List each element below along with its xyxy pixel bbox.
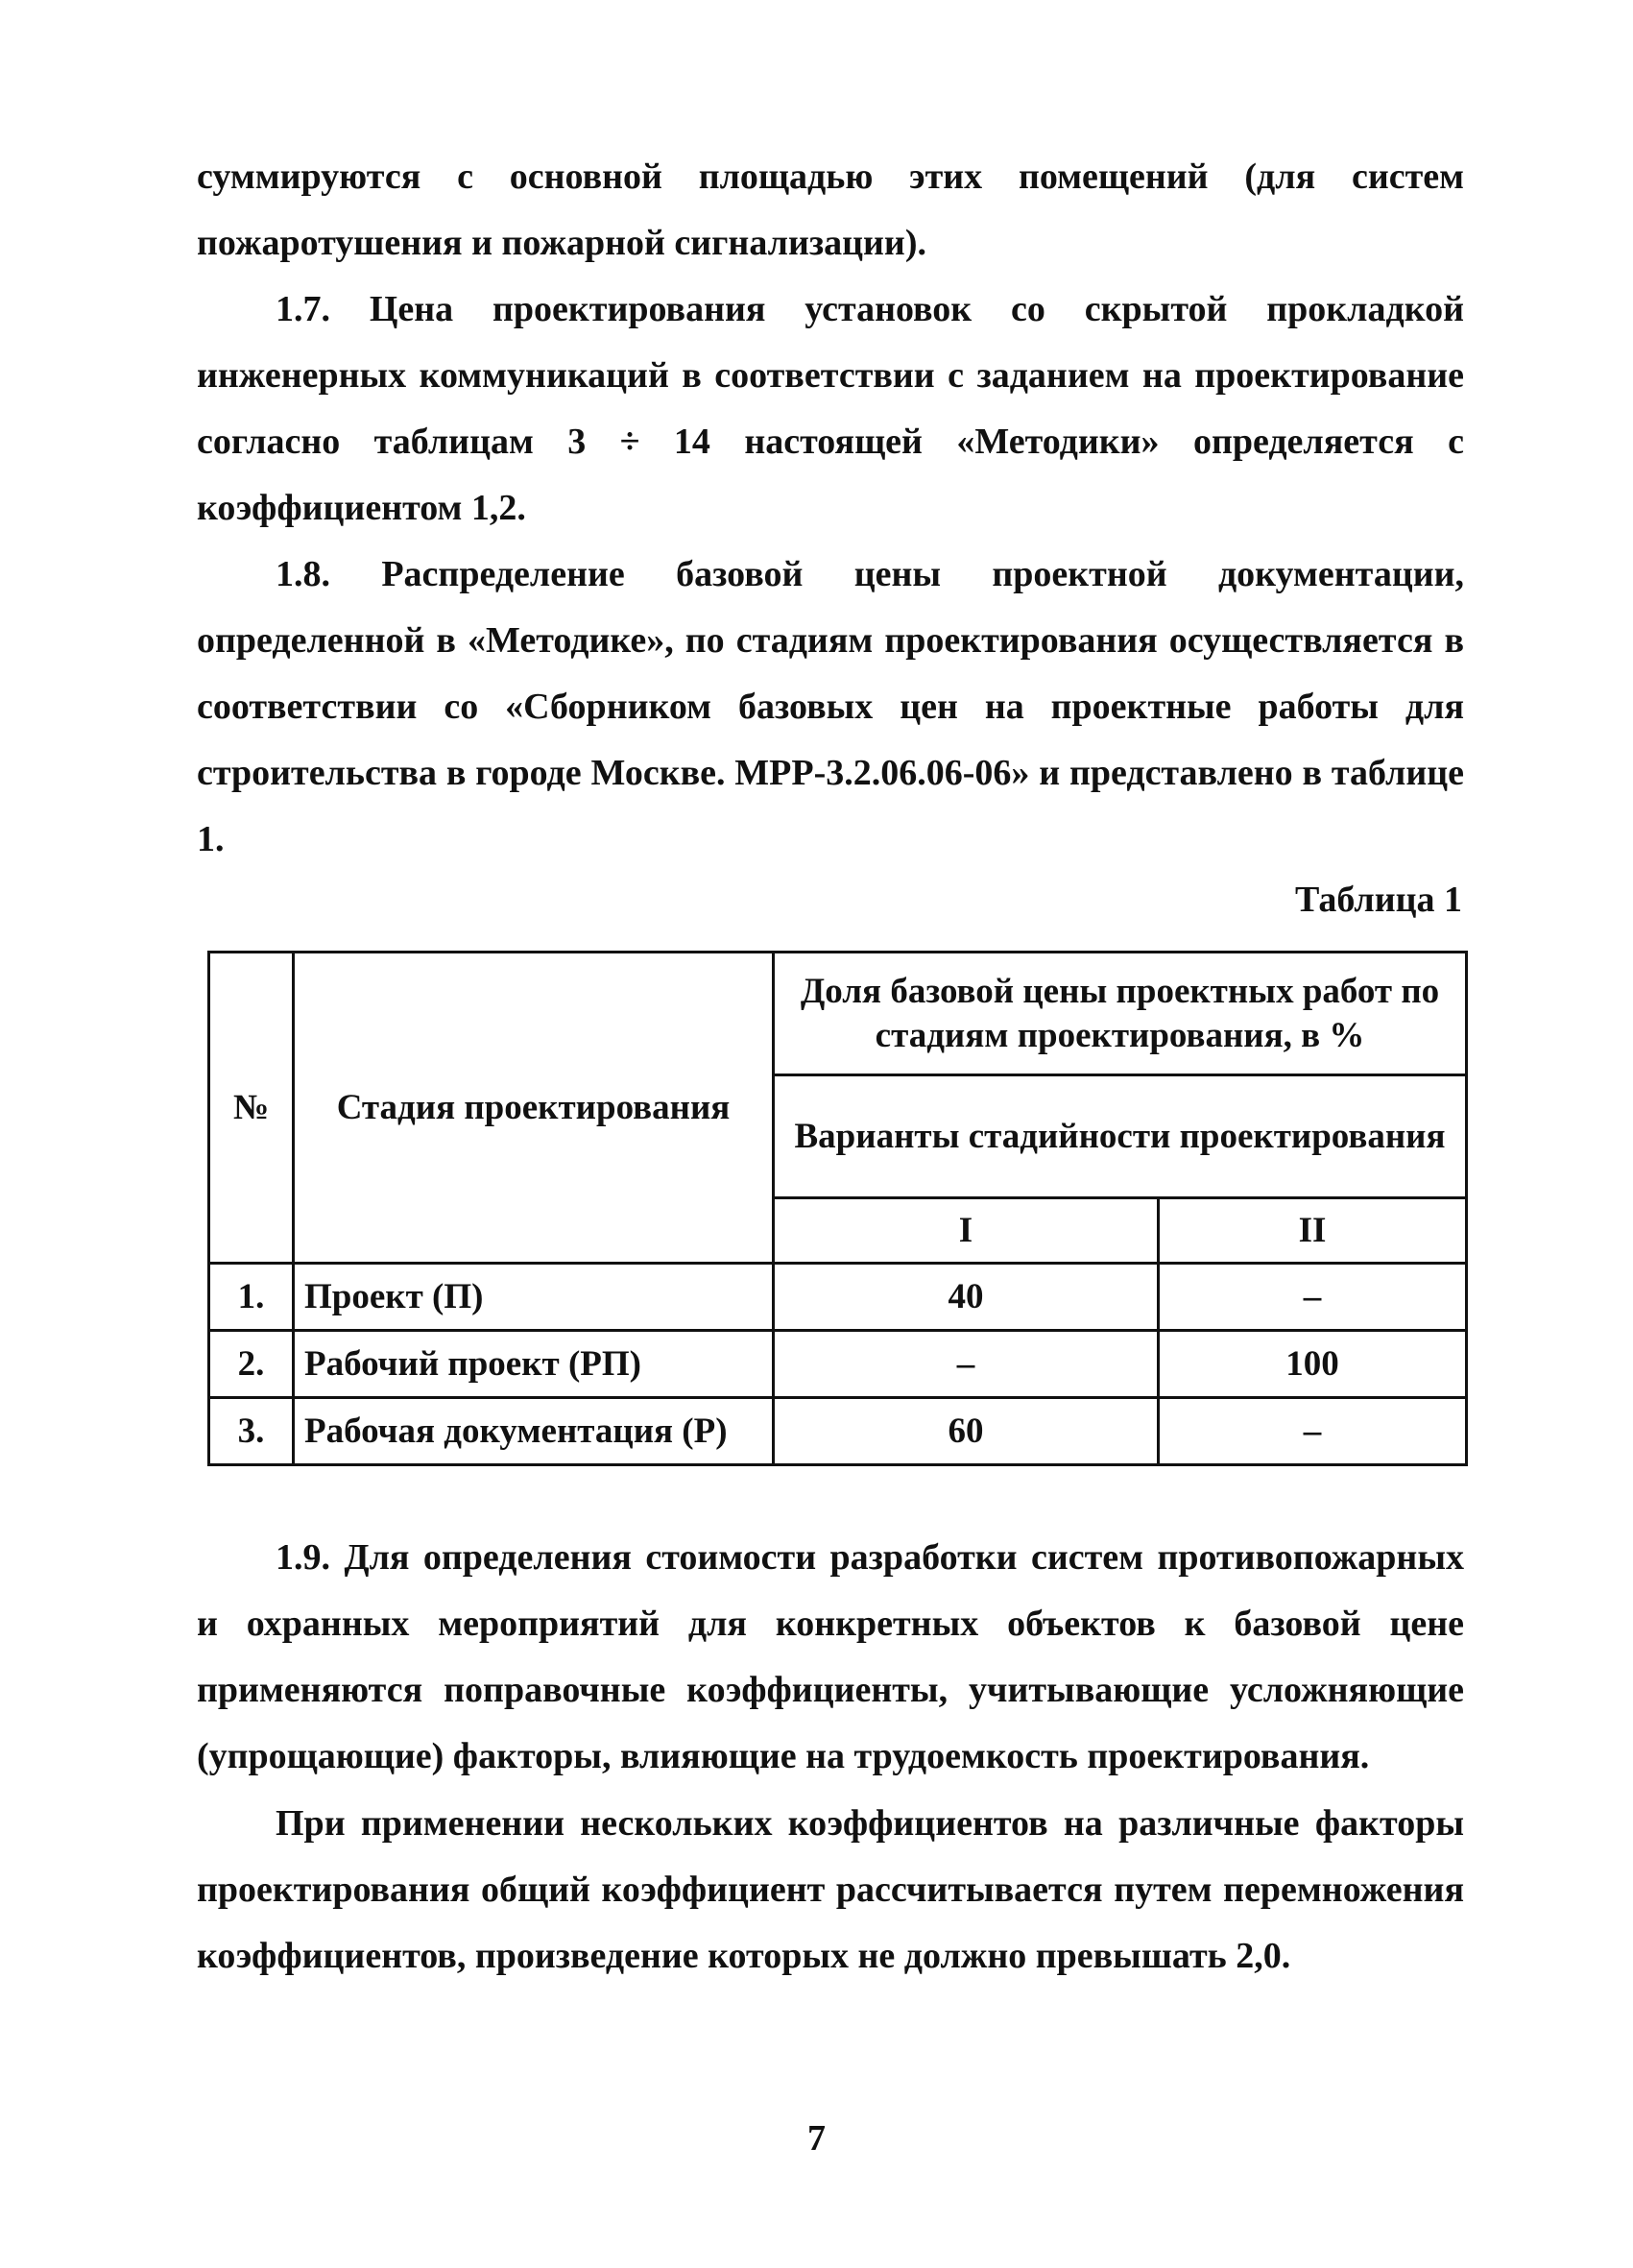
row-variant-2: 100 [1159,1331,1467,1398]
paragraph-continuation: суммируются с основной площадью этих помещений (для систем пожаротушения и пожарной сигнализации). [197,157,1464,263]
header-variant-1: I [774,1198,1159,1264]
table-row [209,1398,1467,1465]
header-stage: Стадия проектирования [294,953,774,1264]
row-number: 1. [209,1264,294,1331]
header-number: № [209,953,294,1264]
header-variant-2: II [1159,1198,1467,1264]
paragraph-1-9: 1.9. Для определения стоимости разработки систем противопожарных и охранных мероприятий для конкретных объектов к базовой цене применяются поправочные коэффициенты, учитывающие усложняющие (упрощающие) факторы, влияющие на трудоемкость проектирования. [197,1537,1464,1776]
row-stage: Проект (П) [294,1264,774,1331]
row-variant-2: – [1159,1398,1467,1465]
row-number: 2. [209,1331,294,1398]
row-stage: Рабочий проект (РП) [294,1331,774,1398]
row-variant-1: 60 [774,1398,1159,1465]
row-variant-1: – [774,1331,1159,1398]
row-variant-1: 40 [774,1264,1159,1331]
paragraph-coefficients: При применении нескольких коэффициентов на различные факторы проектирования общий коэффициент рассчитывается путем перемножения коэффициентов, произведение которых не должно превышать 2,0. [197,1803,1464,1976]
table-row [209,1264,1467,1331]
table-row [209,1331,1467,1398]
row-stage: Рабочая документация (Р) [294,1398,774,1465]
header-variants: Варианты стадийности проектирования [774,1075,1467,1198]
stages-table [207,951,1468,1466]
page-number: 7 [807,2118,826,2159]
paragraph-1-7: 1.7. Цена проектирования установок со скрытой прокладкой инженерных коммуникаций в соответствии с заданием на проектирование согласно таблицам 3 ÷ 14 настоящей «Методики» определяется с коэффициентом 1,2. [197,289,1464,528]
row-number: 3. [209,1398,294,1465]
paragraph-1-8: 1.8. Распределение базовой цены проектной документации, определенной в «Методике», по стадиям проектирования осуществляется в соответствии со «Сборником базовых цен на проектные работы для строительства в городе Москве. МРР-3.2.06.06-06» и представлено в таблице 1. [197,554,1464,859]
table-header-row [209,953,1467,1075]
table-caption: Таблица 1 [1294,880,1462,920]
header-share: Доля базовой цены проектных работ по стадиям проектирования, в % [774,953,1467,1075]
row-variant-2: – [1159,1264,1467,1331]
